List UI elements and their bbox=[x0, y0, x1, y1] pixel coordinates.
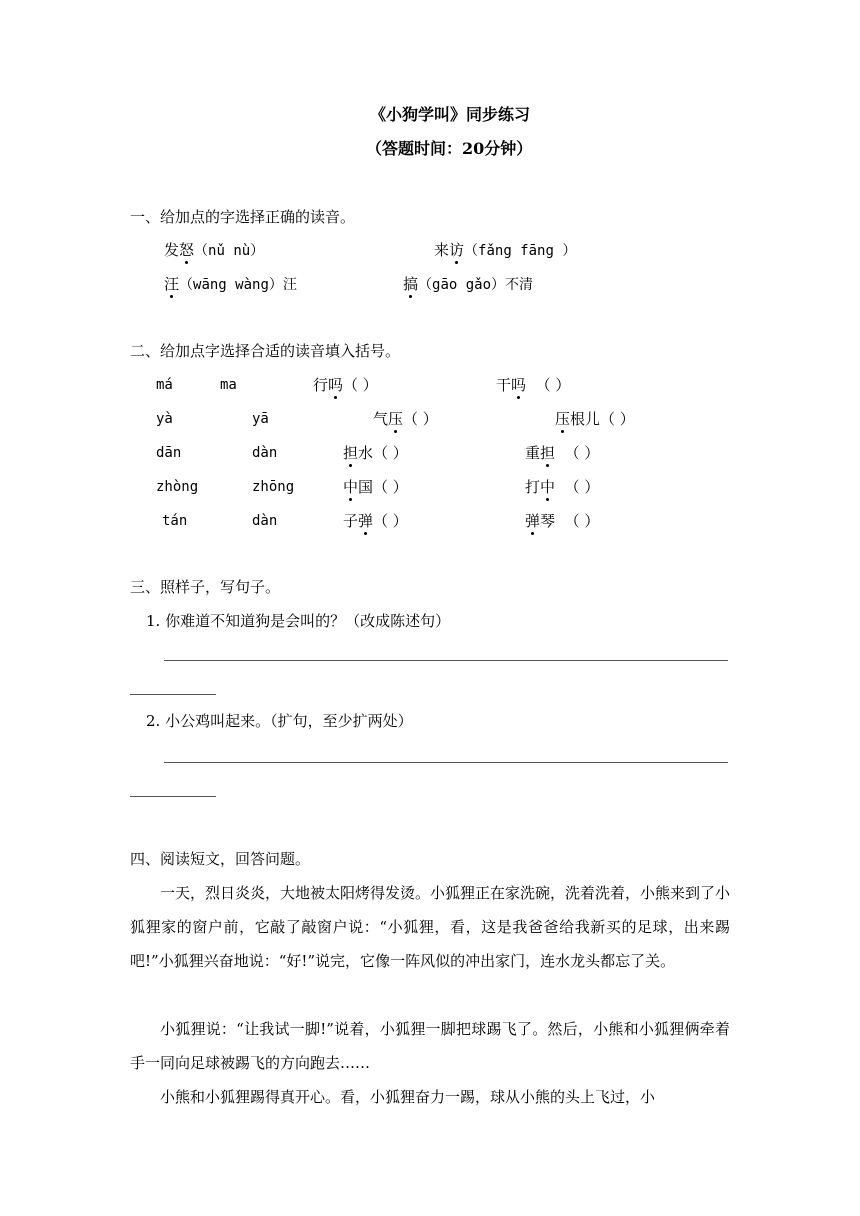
passage-paragraph-1: 一天，烈日炎炎，大地被太阳烤得发烫。小狐狸正在家洗碗，洗着洗着，小熊来到了小狐狸家的窗户前，它敲了敲窗户说：“小狐狸，看，这是我爸爸给我新买的足球，出来踢吧!”小狐狸兴奋地说：“好!”说完，它像一阵风似的冲出家门，连水龙头都忘了关。 bbox=[130, 884, 731, 970]
q1-item-1-pre: 发 bbox=[164, 241, 180, 259]
q1-item-1-dot-char: 怒 bbox=[179, 241, 195, 259]
q1-item-2-pinyin: （fǎng fāng ） bbox=[464, 243, 577, 259]
answer-blank: （ ） bbox=[600, 410, 635, 428]
answer-line-2 bbox=[164, 762, 728, 763]
q2-row4-pinyin-b: zhōng bbox=[252, 479, 295, 495]
q1-item-2 bbox=[434, 240, 576, 261]
answer-blank: （ ） bbox=[535, 376, 571, 394]
answer-blank: （ ） bbox=[564, 512, 600, 530]
answer-line-1 bbox=[164, 660, 728, 661]
answer-blank: （ ） bbox=[403, 410, 438, 428]
q1-heading: 一、给加点的字选择正确的读音。 bbox=[130, 208, 356, 226]
q2-row1-pinyin-a: má bbox=[156, 377, 173, 393]
q2-row4-word2: 打中 （ ） bbox=[525, 478, 600, 496]
q1-item-2-pre: 来 bbox=[434, 241, 450, 259]
page-subtitle: （答题时间：20分钟） bbox=[366, 139, 533, 158]
q1-item-3-dot-char: 汪 bbox=[164, 275, 180, 293]
q2-row3-word1: 担水（ ） bbox=[343, 444, 408, 462]
q2-row2-word1: 气压（ ） bbox=[373, 410, 438, 428]
answer-blank: （ ） bbox=[343, 376, 378, 394]
answer-blank: （ ） bbox=[373, 512, 408, 530]
q2-row1-pinyin-b: ma bbox=[220, 377, 237, 393]
answer-blank: （ ） bbox=[373, 444, 408, 462]
q2-row3-pinyin-b: dàn bbox=[252, 445, 278, 461]
q2-row3-pinyin-a: dān bbox=[156, 445, 182, 461]
q1-item-4-pinyin: （gāo gǎo）不清 bbox=[418, 277, 534, 293]
q2-row1-word1: 行吗（ ） bbox=[313, 376, 378, 394]
q2-row5-pinyin-a: tán bbox=[162, 513, 188, 529]
q2-row4-pinyin-a: zhòng bbox=[156, 479, 199, 495]
q2-row4-word1: 中国（ ） bbox=[343, 478, 408, 496]
q3-sentence-1: 1. 你难道不知道狗是会叫的？（改成陈述句） bbox=[146, 612, 451, 630]
passage-paragraph-2: 小狐狸说：“让我试一脚!”说着，小狐狸一脚把球踢飞了。然后，小熊和小狐狸俩牵着手一同向足球被踢飞的方向跑去…… bbox=[130, 1020, 730, 1072]
q2-row2-pinyin-a: yà bbox=[156, 411, 173, 427]
passage-paragraph-3: 小熊和小狐狸踢得真开心。看，小狐狸奋力一踢，球从小熊的头上飞过，小 bbox=[160, 1088, 656, 1106]
answer-blank: （ ） bbox=[564, 444, 600, 462]
q2-heading: 二、给加点字选择合适的读音填入括号。 bbox=[130, 342, 401, 360]
q1-item-1 bbox=[164, 240, 264, 261]
q4-heading: 四、阅读短文，回答问题。 bbox=[130, 850, 311, 868]
answer-line-1-cont bbox=[130, 694, 216, 695]
q2-row2-word2: 压根儿（ ） bbox=[555, 410, 635, 428]
q2-row5-pinyin-b: dàn bbox=[252, 513, 278, 529]
q1-item-1-pinyin: （nǔ nù） bbox=[194, 243, 265, 259]
q1-item-4 bbox=[403, 274, 533, 295]
q3-sentence-2: 2. 小公鸡叫起来。（扩句，至少扩两处） bbox=[146, 712, 413, 730]
q1-item-2-dot-char: 访 bbox=[449, 241, 465, 259]
q2-row2-pinyin-b: yā bbox=[252, 411, 269, 427]
q1-item-3 bbox=[164, 274, 297, 295]
q2-row1-word2: 干吗 （ ） bbox=[496, 376, 571, 394]
q1-item-3-pinyin: （wāng wàng）汪 bbox=[179, 277, 297, 293]
answer-blank: （ ） bbox=[564, 478, 600, 496]
page-title: 《小狗学叫》同步练习 bbox=[370, 105, 531, 124]
q2-row5-word2: 弹琴 （ ） bbox=[525, 512, 600, 530]
q1-item-4-dot-char: 搞 bbox=[403, 275, 419, 293]
q2-row3-word2: 重担 （ ） bbox=[525, 444, 600, 462]
q2-row5-word1: 子弹（ ） bbox=[343, 512, 408, 530]
q3-heading: 三、照样子，写句子。 bbox=[130, 578, 281, 596]
answer-blank: （ ） bbox=[373, 478, 408, 496]
answer-line-2-cont bbox=[130, 796, 216, 797]
